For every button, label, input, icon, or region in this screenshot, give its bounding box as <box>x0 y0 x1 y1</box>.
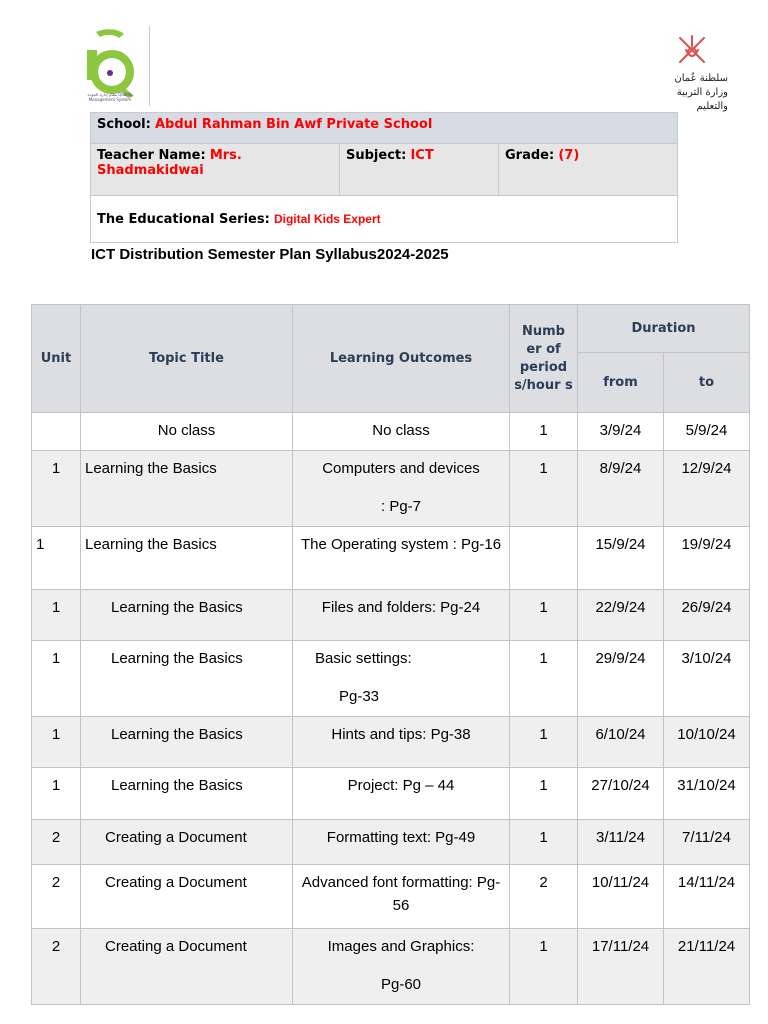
periods-cell: 1 <box>510 451 578 527</box>
from-cell: 3/11/24 <box>578 820 664 865</box>
school-info-box <box>90 112 678 243</box>
periods-cell: 1 <box>510 768 578 820</box>
series-cell <box>91 196 678 243</box>
topic-cell: Creating a Document <box>81 865 293 929</box>
outcome-line: Basic settings: <box>315 650 412 667</box>
document-title: ICT Distribution Semester Plan Syllabus2024-2025 <box>91 246 449 263</box>
header-duration: Duration <box>578 305 750 353</box>
table-row <box>32 451 750 527</box>
from-cell: 29/9/24 <box>578 641 664 717</box>
topic-cell: No class <box>81 413 293 451</box>
grade-label: Grade: <box>505 148 555 163</box>
to-cell: 31/10/24 <box>664 768 750 820</box>
outcome-cell <box>293 641 510 717</box>
outcome-cell <box>293 717 510 768</box>
unit-cell: 1 <box>32 590 81 641</box>
topic-cell: Learning the Basics <box>81 717 293 768</box>
outcome-line: Computers and devices <box>322 460 480 477</box>
school-value: Abdul Rahman Bin Awf Private School <box>154 117 433 132</box>
to-cell: 21/11/24 <box>664 929 750 1005</box>
outcome-cell <box>293 865 510 929</box>
periods-cell: 1 <box>510 641 578 717</box>
subject-label: Subject: <box>346 148 407 163</box>
outcome-line: Project: Pg – 44 <box>347 777 455 794</box>
series-label: The Educational Series: <box>97 211 270 227</box>
table-row <box>32 768 750 820</box>
outcome-cell <box>293 451 510 527</box>
from-cell: 10/11/24 <box>578 865 664 929</box>
table-row <box>32 717 750 768</box>
outcome-line: Images and Graphics: <box>327 938 475 955</box>
subject-cell <box>340 144 499 196</box>
ministry-line-education: وزارة التربية والتعليم <box>676 87 728 112</box>
periods-cell: 2 <box>510 865 578 929</box>
outcome-line: : Pg-7 <box>380 498 422 515</box>
to-cell: 14/11/24 <box>664 865 750 929</box>
header-from: from <box>578 353 664 413</box>
from-cell: 17/11/24 <box>578 929 664 1005</box>
unit-cell: 2 <box>32 820 81 865</box>
outcome-line: No class <box>372 422 430 439</box>
from-cell: 22/9/24 <box>578 590 664 641</box>
unit-cell: 1 <box>32 527 81 590</box>
topic-cell: Learning the Basics <box>81 590 293 641</box>
header-periods: Numb er of period s/hour s <box>510 305 578 413</box>
to-cell: 19/9/24 <box>664 527 750 590</box>
outcome-line: The Operating system : Pg-16 <box>300 536 502 553</box>
outcome-cell <box>293 929 510 1005</box>
outcome-cell <box>293 413 510 451</box>
outcome-line: Pg-33 <box>339 688 380 705</box>
ministry-name <box>656 72 728 114</box>
topic-cell: Creating a Document <box>81 929 293 1005</box>
table-row <box>32 590 750 641</box>
table-row <box>32 820 750 865</box>
topic-cell: Learning the Basics <box>81 527 293 590</box>
header-to: to <box>664 353 750 413</box>
unit-cell <box>32 413 81 451</box>
subject-value: ICT <box>410 148 434 163</box>
teacher-cell <box>91 144 340 196</box>
periods-cell: 1 <box>510 413 578 451</box>
table-row <box>32 527 750 590</box>
to-cell: 5/9/24 <box>664 413 750 451</box>
topic-cell: Learning the Basics <box>81 641 293 717</box>
unit-cell: 1 <box>32 768 81 820</box>
outcome-cell <box>293 768 510 820</box>
from-cell: 3/9/24 <box>578 413 664 451</box>
table-row <box>32 641 750 717</box>
from-cell: 8/9/24 <box>578 451 664 527</box>
unit-cell: 2 <box>32 929 81 1005</box>
unit-cell: 1 <box>32 717 81 768</box>
header-learning-outcomes: Learning Outcomes <box>293 305 510 413</box>
periods-cell: 1 <box>510 820 578 865</box>
logo-divider <box>149 26 150 106</box>
outcome-line: Formatting text: Pg-49 <box>326 829 476 846</box>
to-cell: 26/9/24 <box>664 590 750 641</box>
outcome-cell <box>293 527 510 590</box>
to-cell: 3/10/24 <box>664 641 750 717</box>
unit-cell: 2 <box>32 865 81 929</box>
outcome-line: Advanced font formatting: Pg-56 <box>301 874 501 914</box>
table-row <box>32 929 750 1005</box>
to-cell: 12/9/24 <box>664 451 750 527</box>
from-cell: 15/9/24 <box>578 527 664 590</box>
to-cell: 10/10/24 <box>664 717 750 768</box>
syllabus-table <box>31 304 750 1005</box>
topic-cell: Learning the Basics <box>81 768 293 820</box>
from-cell: 27/10/24 <box>578 768 664 820</box>
grade-cell <box>499 144 678 196</box>
table-row <box>32 413 750 451</box>
outcome-line: Hints and tips: Pg-38 <box>331 726 471 743</box>
unit-cell: 1 <box>32 641 81 717</box>
periods-cell: 1 <box>510 929 578 1005</box>
qms-logo-caption: نظام إدارة الجودة Quality Management System <box>87 92 133 102</box>
topic-cell: Learning the Basics <box>81 451 293 527</box>
from-cell: 6/10/24 <box>578 717 664 768</box>
teacher-label: Teacher Name: <box>97 148 206 163</box>
outcome-cell <box>293 820 510 865</box>
to-cell: 7/11/24 <box>664 820 750 865</box>
periods-cell: 1 <box>510 590 578 641</box>
periods-cell: 1 <box>510 717 578 768</box>
series-value: Digital Kids Expert <box>273 211 381 226</box>
outcome-cell <box>293 590 510 641</box>
topic-cell: Creating a Document <box>81 820 293 865</box>
outcome-line: Files and folders: Pg-24 <box>321 599 481 616</box>
header-topic-title: Topic Title <box>81 305 293 413</box>
outcome-line: Pg-60 <box>380 976 422 993</box>
teacher-value: Mrs. Shadmakidwai <box>97 148 242 178</box>
table-row <box>32 865 750 929</box>
grade-value: (7) <box>558 148 580 163</box>
unit-cell: 1 <box>32 451 81 527</box>
ministry-line-oman: سلطنة عُمان <box>674 73 728 84</box>
periods-cell <box>510 527 578 590</box>
school-label: School: <box>97 117 151 132</box>
school-cell <box>91 113 678 144</box>
header-unit: Unit <box>32 305 81 413</box>
